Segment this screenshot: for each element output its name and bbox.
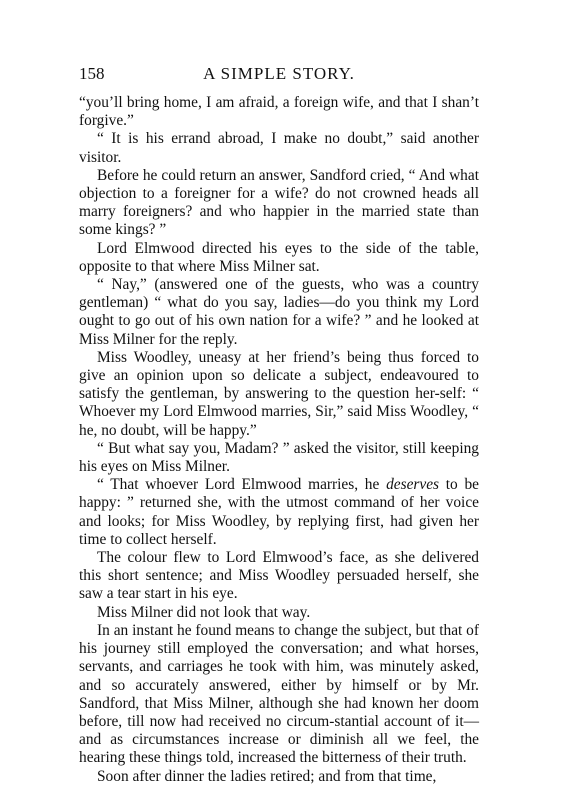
running-title: A SIMPLE STORY. bbox=[203, 64, 355, 83]
body-text bbox=[79, 94, 479, 786]
paragraph-text-after: to be happy: ” returned she, with the utmost command of her voice and looks; for Miss Woodley, by replying first, had given her time to collect herself. bbox=[79, 476, 479, 548]
page-header bbox=[79, 62, 479, 88]
paragraph-text-before: “ That whoever Lord Elmwood marries, he bbox=[97, 476, 387, 494]
paragraph: In an instant he found means to change the subject, but that of his journey still employed the conversation; and what horses, servants, and carriages he took with him, was minutely asked, and so accurately answered, either by himself or by Mr. Sandford, that Miss Milner, although she had known her doom before, till now had received no circum-stantial account of it—and as circumstances increase or diminish all we feel, the hearing these things told, increased the bitterness of their truth. bbox=[79, 621, 479, 767]
paragraph: “ Nay,” (answered one of the guests, who was a country gentleman) “ what do you say, ladies—do you think my Lord ought to go out of his own nation for a wife? ” and he looked at Miss Milner for the reply. bbox=[79, 276, 479, 348]
paragraph: “ But what say you, Madam? ” asked the visitor, still keeping his eyes on Miss Milner. bbox=[79, 439, 479, 476]
book-page bbox=[79, 62, 479, 786]
paragraph: “you’ll bring home, I am afraid, a foreign wife, and that I shan’t forgive.” bbox=[79, 94, 479, 130]
paragraph: “ It is his errand abroad, I make no doubt,” said another visitor. bbox=[79, 130, 479, 166]
emphasis-text: deserves bbox=[386, 476, 440, 494]
paragraph: Before he could return an answer, Sandford cried, “ And what objection to a foreigner for a wife? do not crowned heads all marry foreigners? and who happier in the married state than some kings? ” bbox=[79, 166, 479, 239]
paragraph bbox=[79, 476, 479, 549]
paragraph: Miss Milner did not look that way. bbox=[97, 603, 311, 621]
page-number: 158 bbox=[79, 64, 105, 83]
paragraph: Lord Elmwood directed his eyes to the side of the table, opposite to that where Miss Milner sat. bbox=[79, 239, 479, 275]
paragraph: Miss Woodley, uneasy at her friend’s being thus forced to give an opinion upon so delicate a subject, endeavoured to satisfy the gentleman, by answering to the question her-self: “ Whoever my Lord Elmwood marries, Sir,” said Miss Woodley, “ he, no doubt, will be happy.” bbox=[79, 348, 479, 439]
paragraph: The colour flew to Lord Elmwood’s face, as she delivered this short sentence; and Miss Woodley persuaded herself, she saw a tear start in his eye. bbox=[79, 549, 479, 603]
paragraph: Soon after dinner the ladies retired; and from that time, bbox=[97, 767, 437, 785]
